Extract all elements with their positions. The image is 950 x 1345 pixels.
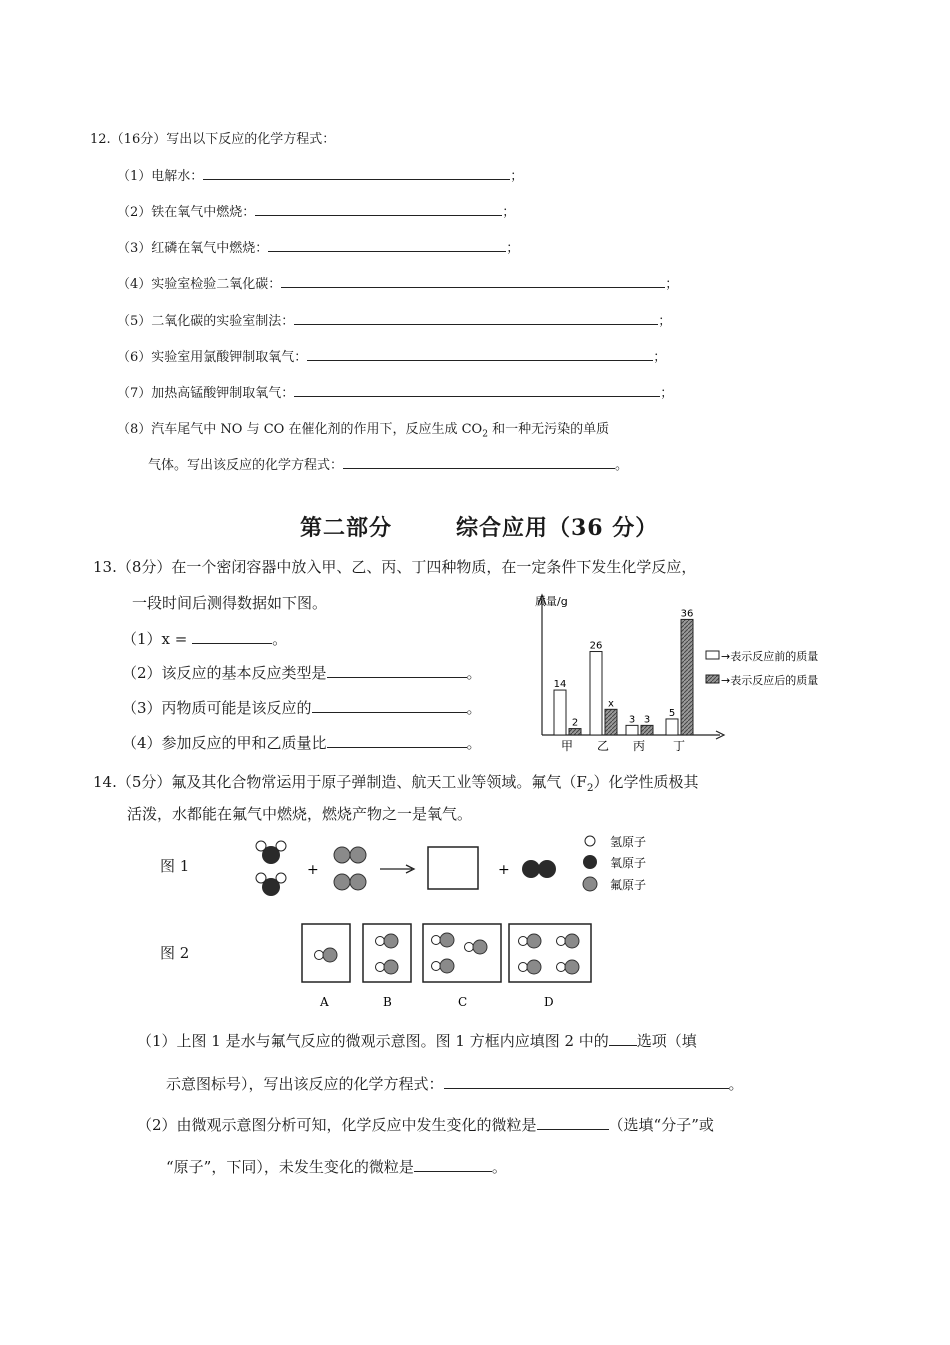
bar-before-甲 (554, 690, 566, 735)
answer-blank[interactable] (192, 629, 272, 644)
answer-blank[interactable] (203, 165, 510, 180)
bar-before-丙 (626, 725, 638, 735)
bar-value-label: 36 (680, 608, 694, 620)
answer-blank[interactable] (327, 663, 467, 678)
q14-sub1-line1: （1）上图 1 是水与氟气反应的微观示意图。图 1 方框内应填图 2 中的 选项（填 (137, 1032, 697, 1050)
bar-value-label: 3 (643, 714, 651, 726)
category-label: 丁 (672, 739, 686, 753)
option-c-box[interactable] (423, 924, 501, 982)
legend-swatch-after (706, 675, 719, 683)
legend-label-before: →表示反应前的质量 (721, 650, 819, 663)
answer-blank[interactable] (281, 273, 665, 288)
bar-before-乙 (590, 652, 602, 735)
category-label: 乙 (596, 739, 610, 753)
answer-blank[interactable] (414, 1157, 492, 1172)
part-title: 第二部分 (300, 515, 393, 541)
q12-item-6: （6）实验室用氯酸钾制取氧气： ； (117, 346, 666, 365)
fig2-label: 图 2 (160, 944, 190, 962)
q12-item-1: （1）电解水： ； (117, 165, 523, 184)
answer-blank[interactable] (268, 237, 506, 252)
bar-before-丁 (666, 719, 678, 735)
answer-blank[interactable] (327, 733, 467, 748)
q12-item-5: （5）二氧化碳的实验室制法： ； (117, 310, 671, 329)
legend-oxygen: 氧原子 (610, 856, 647, 870)
bar-value-label: 5 (668, 707, 676, 719)
legend-hydrogen: 氢原子 (610, 835, 647, 849)
q14-line1: 14.（5分）氟及其化合物常运用于原子弹制造、航天工业等领域。氟气$(F_2)$化学性质极其 (93, 773, 699, 794)
bar-after-甲 (569, 729, 581, 735)
option-d-label: D (544, 995, 554, 1009)
q13-item-4: （4）参加反应的甲和乙质量比 。 (122, 734, 482, 752)
bar-value-label: 14 (553, 679, 567, 691)
answer-blank[interactable] (307, 346, 653, 361)
q12-item-7: （7）加热高锰酸钾制取氧气： ； (117, 382, 673, 401)
bar-value-label: 26 (589, 640, 603, 652)
bar-after-丙 (641, 725, 653, 735)
figure-1 (245, 835, 685, 905)
q12-item-2: （2）铁在氧气中燃烧： ； (117, 201, 515, 220)
q12-item-8-line2: 气体。写出该反应的化学方程式： 。 (148, 454, 628, 473)
option-b-label: B (383, 995, 392, 1009)
q12-item-3: （3）红磷在氧气中燃烧： ； (117, 237, 519, 256)
fig1-label: 图 1 (160, 857, 190, 875)
q14-sub2-line1: （2）由微观示意图分析可知，化学反应中发生变化的微粒是 （选填“分子”或 (137, 1116, 714, 1134)
bar-after-乙 (605, 709, 617, 735)
q12-heading: 12.（16分）写出以下反应的化学方程式： (90, 132, 336, 147)
answer-blank[interactable] (312, 698, 467, 713)
answer-blank[interactable] (255, 201, 502, 216)
q14-sub1-line2: 示意图标号），写出该反应的化学方程式： 。 (166, 1075, 744, 1093)
answer-blank[interactable] (343, 454, 615, 469)
answer-blank[interactable] (537, 1115, 609, 1130)
q13-line1: 13.（8分）在一个密闭容器中放入甲、乙、丙、丁四种物质，在一定条件下发生化学反应， (93, 558, 697, 576)
legend-label-after: →表示反应后的质量 (721, 674, 819, 687)
bar-value-label: 2 (571, 717, 579, 729)
bar-value-label: 3 (628, 714, 636, 726)
part-subtitle: 综合应用（36 分） (456, 515, 659, 541)
fluorine-legend-icon (583, 877, 597, 891)
answer-blank[interactable] (444, 1074, 729, 1089)
q12-item-8: （8）汽车尾气中 NO 与 CO 在催化剂的作用下，反应生成 $CO_2$ 和一种无污染的单质 (117, 422, 610, 440)
legend-swatch-before (706, 651, 719, 659)
oxygen-legend-icon (583, 855, 597, 869)
category-label: 甲 (560, 739, 574, 753)
bar-after-丁 (681, 619, 693, 735)
q13-item-3: （3）丙物质可能是该反应的 。 (122, 699, 482, 717)
q13-line2: 一段时间后测得数据如下图。 (132, 594, 328, 612)
hydrogen-legend-icon (585, 836, 595, 846)
water-molecule (256, 841, 286, 864)
bar-value-label: x (608, 698, 614, 710)
y-axis-label: 质量/g (535, 595, 568, 608)
mass-bar-chart (520, 585, 865, 755)
figure-2 (295, 918, 600, 1018)
fluorine-molecule (334, 874, 366, 890)
fluorine-molecule (334, 847, 366, 863)
option-c-label: C (458, 995, 468, 1009)
answer-blank[interactable] (609, 1031, 637, 1046)
option-a-label: A (320, 995, 329, 1009)
q13-item-1: （1）x = 。 (122, 630, 288, 648)
q14-line2: 活泼，水都能在氟气中燃烧，燃烧产物之一是氧气。 (127, 805, 473, 823)
answer-blank[interactable] (294, 382, 660, 397)
answer-box[interactable] (428, 847, 478, 889)
oxygen-molecule (522, 860, 556, 878)
plus-sign: + (307, 862, 319, 878)
plus-sign: + (498, 862, 510, 878)
category-label: 丙 (632, 739, 646, 753)
answer-blank[interactable] (294, 310, 658, 325)
legend-fluorine: 氟原子 (610, 878, 647, 892)
option-d-box[interactable] (509, 924, 591, 982)
chart-legend (706, 649, 818, 687)
water-molecule (256, 873, 286, 896)
q13-item-2: （2）该反应的基本反应类型是 。 (122, 664, 482, 682)
q12-item-4: （4）实验室检验二氧化碳： ； (117, 273, 678, 292)
q14-sub2-line2: “原子”，下同），未发生变化的微粒是 。 (166, 1158, 507, 1176)
